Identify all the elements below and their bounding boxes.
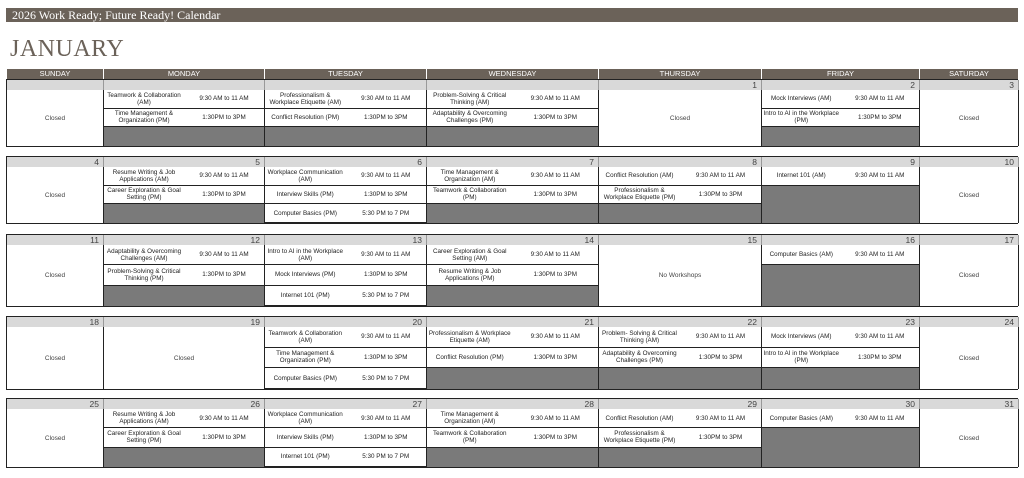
workshop-time: 5:30 PM to 7 PM [362,453,410,461]
workshop-time: 1:30PM to 3PM [858,353,902,361]
day-number: 2 [762,80,920,90]
workshop-time: 9:30 AM to 11 AM [199,95,249,103]
workshop-title: Intro to AI in the Workplace (PM) [763,350,839,365]
weekday-monday: MONDAY [103,69,264,79]
day-number: 8 [599,157,762,167]
workshop-session[interactable] [265,186,426,205]
workshop-session[interactable] [762,409,919,428]
day-cell[interactable] [7,409,104,467]
empty-slot [599,368,761,389]
workshop-title: Interview Skills (PM) [276,433,334,441]
workshop-session[interactable] [265,265,426,285]
week-row [6,156,1018,224]
workshop-title: Teamwork & Collaboration (AM) [268,329,342,344]
weekday-tuesday: TUESDAY [264,69,426,79]
workshop-time: 9:30 AM to 11 AM [530,414,580,422]
empty-slot [762,186,919,223]
workshop-session[interactable] [762,245,919,265]
day-number [265,80,427,90]
workshop-time: 9:30 AM to 11 AM [361,414,411,422]
day-cell[interactable] [427,327,599,389]
workshop-title: Career Exploration & Goal Setting (AM) [433,247,507,262]
workshop-time: 1:30PM to 3PM [364,113,408,121]
workshop-time: 1:30PM to 3PM [202,190,246,198]
workshop-time: 1:30PM to 3PM [202,271,246,279]
closed-label: Closed [173,354,195,362]
day-number: 25 [7,399,104,409]
day-cell[interactable] [104,409,265,467]
workshop-session[interactable] [265,448,426,467]
workshop-time: 9:30 AM to 11 AM [199,414,249,422]
workshop-title: Problem-Solving & Critical Thinking (PM) [107,267,181,282]
workshop-time: 9:30 AM to 11 AM [855,251,905,259]
empty-slot [104,127,264,146]
day-cell[interactable] [427,167,599,223]
closed-label: Closed [958,191,980,199]
empty-slot [762,265,919,306]
workshop-time: 9:30 AM to 11 AM [855,95,905,103]
workshop-title: Internet 101 (PM) [280,291,330,299]
weekday-thursday: THURSDAY [598,69,761,79]
day-cell[interactable] [920,409,1019,467]
no-workshops-label: No Workshops [658,272,702,279]
day-number: 28 [427,399,599,409]
day-cell[interactable] [104,327,265,389]
workshop-title: Teamwork & Collaboration (PM) [433,430,507,445]
day-number [427,80,599,90]
workshop-title: Career Exploration & Goal Setting (PM) [107,430,181,445]
week-row [6,316,1018,390]
day-cell[interactable] [7,90,104,146]
workshop-session[interactable] [265,327,426,348]
workshop-time: 1:30PM to 3PM [533,271,577,279]
workshop-time: 1:30PM to 3PM [698,353,743,361]
day-number: 14 [427,235,599,245]
day-cell[interactable] [920,167,1019,223]
closed-label: Closed [44,191,66,199]
workshop-title: Professionalism & Workplace Etiquette (AM) [269,91,342,106]
workshop-session[interactable] [427,348,598,369]
workshop-session[interactable] [104,245,264,265]
workshop-session[interactable] [599,409,761,428]
day-number: 15 [599,235,762,245]
workshop-session[interactable] [427,327,598,348]
empty-slot [762,428,919,467]
workshop-session[interactable] [265,90,426,109]
day-cell[interactable] [762,245,920,306]
workshop-title: Mock Interviews (PM) [274,271,336,279]
day-number: 21 [427,317,599,327]
workshop-time: 9:30 AM to 11 AM [530,333,580,341]
workshop-title: Adaptability & Overcoming Challenges (PM) [432,110,507,125]
workshop-session[interactable] [427,265,598,285]
workshop-session[interactable] [599,186,761,205]
day-number: 5 [104,157,265,167]
day-cell[interactable] [265,409,427,467]
workshop-session[interactable] [427,109,598,128]
workshop-title: Intro to AI in the Workplace (AM) [267,247,343,262]
workshop-title: Intro to AI in the Workplace (PM) [763,110,839,125]
workshop-title: Computer Basics (PM) [273,209,337,217]
day-number: 11 [7,235,104,245]
day-cell[interactable] [104,167,265,223]
empty-slot [427,204,598,223]
workshop-time: 9:30 AM to 11 AM [695,333,746,341]
empty-slot [265,127,426,146]
workshop-time: 1:30PM to 3PM [202,433,246,441]
workshop-session[interactable] [599,428,761,447]
day-number: 6 [265,157,427,167]
workshop-session[interactable] [762,167,919,186]
workshop-time: 9:30 AM to 11 AM [361,172,411,180]
workshop-time: 9:30 AM to 11 AM [199,251,249,259]
weekday-wednesday: WEDNESDAY [426,69,598,79]
workshop-session[interactable] [265,348,426,369]
closed-label: Closed [958,434,980,442]
workshop-title: Time Management & Organization (PM) [276,350,335,365]
workshop-time: 1:30PM to 3PM [533,113,577,121]
day-cell[interactable] [920,90,1019,146]
workshop-title: Conflict Resolution (AM) [605,172,674,180]
day-number: 31 [920,399,1019,409]
day-cell[interactable] [762,90,920,146]
workshop-title: Computer Basics (PM) [273,374,337,382]
closed-label: Closed [44,354,66,362]
day-cell[interactable] [599,327,762,389]
empty-slot [599,448,761,467]
workshop-session[interactable] [427,245,598,265]
day-number: 26 [104,399,265,409]
workshop-title: Time Management & Organization (AM) [440,168,499,183]
workshop-time: 1:30PM to 3PM [533,353,577,361]
day-number: 24 [920,317,1019,327]
closed-label: Closed [958,272,980,279]
workshop-title: Professionalism & Workplace Etiquette (PM) [603,430,676,445]
day-number: 10 [920,157,1019,167]
workshop-session[interactable] [427,167,598,186]
week-row [6,234,1018,307]
workshop-title: Computer Basics (AM) [769,251,833,259]
day-number: 13 [265,235,427,245]
day-cell[interactable] [265,167,427,223]
day-number: 23 [762,317,920,327]
day-number: 4 [7,157,104,167]
day-number: 30 [762,399,920,409]
closed-label: Closed [958,114,980,122]
workshop-title: Internet 101 (PM) [280,453,330,461]
workshop-title: Conflict Resolution (PM) [435,353,504,361]
day-cell[interactable] [599,167,762,223]
workshop-time: 1:30PM to 3PM [364,271,408,279]
workshop-session[interactable] [599,167,761,186]
workshop-title: Career Exploration & Goal Setting (PM) [107,187,181,202]
workshop-title: Workplace Communication (AM) [267,411,343,426]
workshop-session[interactable] [427,428,598,447]
workshop-title: Conflict Resolution (AM) [605,414,674,422]
workshop-time: 9:30 AM to 11 AM [855,333,905,341]
workshop-time: 1:30PM to 3PM [858,113,902,121]
day-cell[interactable] [104,245,265,306]
workshop-time: 5:30 PM to 7 PM [362,209,410,217]
day-number: 20 [265,317,427,327]
empty-slot [427,127,598,146]
workshop-session[interactable] [762,90,919,109]
workshop-title: Teamwork & Collaboration (AM) [107,91,181,106]
workshop-time: 9:30 AM to 11 AM [361,333,411,341]
workshop-title: Workplace Communication (AM) [267,168,343,183]
weekday-friday: FRIDAY [761,69,919,79]
workshop-title: Internet 101 (AM) [776,172,826,180]
workshop-session[interactable] [265,368,426,389]
workshop-time: 9:30 AM to 11 AM [695,172,746,180]
workshop-time: 1:30PM to 3PM [698,433,743,441]
day-cell[interactable] [7,167,104,223]
day-cell[interactable] [7,245,104,306]
workshop-session[interactable] [599,348,761,369]
day-cell[interactable] [265,245,427,306]
workshop-time: 9:30 AM to 11 AM [530,95,580,103]
workshop-session[interactable] [104,90,264,109]
workshop-session[interactable] [104,428,264,447]
workshop-time: 9:30 AM to 11 AM [530,172,580,180]
workshop-session[interactable] [265,428,426,447]
workshop-title: Conflict Resolution (PM) [271,113,340,121]
closed-label: Closed [44,272,66,279]
workshop-title: Time Management & Organization (AM) [440,411,499,426]
workshop-time: 5:30 PM to 7 PM [362,291,410,299]
day-number: 19 [104,317,265,327]
closed-label: Closed [669,114,691,122]
day-cell[interactable] [7,327,104,389]
day-number [104,80,265,90]
workshop-title: Resume Writing & Job Applications (AM) [112,168,176,183]
weekday-saturday: SATURDAY [919,69,1018,79]
workshop-session[interactable] [265,286,426,306]
month-heading: JANUARY [10,36,125,62]
day-number: 3 [920,80,1019,90]
workshop-time: 1:30PM to 3PM [364,433,408,441]
workshop-session[interactable] [762,348,919,369]
day-cell[interactable] [762,409,920,467]
workshop-session[interactable] [104,167,264,186]
day-cell[interactable] [599,245,762,306]
workshop-time: 9:30 AM to 11 AM [695,414,746,422]
day-number: 22 [599,317,762,327]
empty-slot [599,204,761,223]
empty-slot [762,368,919,389]
day-number: 7 [427,157,599,167]
workshop-time: 1:30PM to 3PM [533,190,577,198]
closed-label: Closed [958,354,980,362]
day-cell[interactable] [104,90,265,146]
day-number: 17 [920,235,1019,245]
workshop-time: 1:30PM to 3PM [533,433,577,441]
workshop-session[interactable] [265,245,426,265]
workshop-session[interactable] [427,186,598,205]
workshop-session[interactable] [104,265,264,285]
day-cell[interactable] [599,90,762,146]
workshop-time: 1:30PM to 3PM [364,353,408,361]
workshop-title: Computer Basics (AM) [769,414,833,422]
day-cell[interactable] [920,245,1019,306]
workshop-session[interactable] [265,167,426,186]
day-number: 16 [762,235,920,245]
workshop-title: Resume Writing & Job Applications (AM) [112,411,176,426]
workshop-time: 9:30 AM to 11 AM [855,414,905,422]
workshop-title: Mock Interviews (AM) [770,333,832,341]
day-cell[interactable] [762,327,920,389]
workshop-title: Teamwork & Collaboration (PM) [433,187,507,202]
empty-slot [427,286,598,306]
closed-label: Closed [44,434,66,442]
day-cell[interactable] [427,90,599,146]
day-number: 12 [104,235,265,245]
workshop-session[interactable] [265,204,426,223]
workshop-time: 9:30 AM to 11 AM [199,172,249,180]
day-number: 27 [265,399,427,409]
day-cell[interactable] [427,409,599,467]
workshop-title: Adaptability & Overcoming Challenges (PM) [602,350,677,365]
day-cell[interactable] [599,409,762,467]
workshop-time: 5:30 PM to 7 PM [362,374,410,382]
workshop-time: 9:30 AM to 11 AM [361,95,411,103]
empty-slot [104,204,264,223]
day-cell[interactable] [265,90,427,146]
workshop-session[interactable] [104,409,264,428]
weekday-sunday: SUNDAY [6,69,103,79]
workshop-title: Resume Writing & Job Applications (PM) [438,267,502,282]
workshop-time: 9:30 AM to 11 AM [361,251,411,259]
week-row [6,398,1018,468]
workshop-session[interactable] [762,327,919,348]
workshop-session[interactable] [104,186,264,205]
workshop-title: Mock Interviews (AM) [770,95,832,103]
workshop-session[interactable] [104,109,264,128]
day-cell[interactable] [920,327,1019,389]
day-cell[interactable] [427,245,599,306]
day-number: 18 [7,317,104,327]
closed-label: Closed [44,114,66,122]
empty-slot [762,127,919,146]
workshop-title: Professionalism & Workplace Etiquette (AM) [428,329,511,344]
day-number: 29 [599,399,762,409]
day-cell[interactable] [762,167,920,223]
day-cell[interactable] [265,327,427,389]
empty-slot [104,286,264,306]
workshop-time: 1:30PM to 3PM [364,190,408,198]
empty-slot [104,448,264,467]
workshop-title: Professionalism & Workplace Etiquette (PM) [603,187,676,202]
workshop-session[interactable] [762,109,919,128]
workshop-title: Time Management & Organization (PM) [114,110,174,125]
workshop-session[interactable] [427,90,598,109]
empty-slot [427,368,598,389]
day-number: 9 [762,157,920,167]
day-number: 1 [599,80,762,90]
workshop-time: 1:30PM to 3PM [202,113,246,121]
week-row [6,79,1018,147]
calendar-title: 2026 Work Ready; Future Ready! Calendar [6,8,1018,22]
workshop-title: Interview Skills (PM) [276,190,334,198]
workshop-session[interactable] [265,409,426,428]
workshop-session[interactable] [265,109,426,128]
workshop-time: 9:30 AM to 11 AM [855,172,905,180]
workshop-session[interactable] [427,409,598,428]
workshop-title: Adaptability & Overcoming Challenges (AM) [106,247,182,262]
day-number [7,80,104,90]
workshop-title: Problem-Solving & Critical Thinking (AM) [433,91,507,106]
workshop-session[interactable] [599,327,761,348]
workshop-time: 9:30 AM to 11 AM [530,251,580,259]
workshop-title: Problem- Solving & Critical Thinking (AM) [602,329,677,344]
empty-slot [427,448,598,467]
workshop-time: 1:30PM to 3PM [698,190,743,198]
